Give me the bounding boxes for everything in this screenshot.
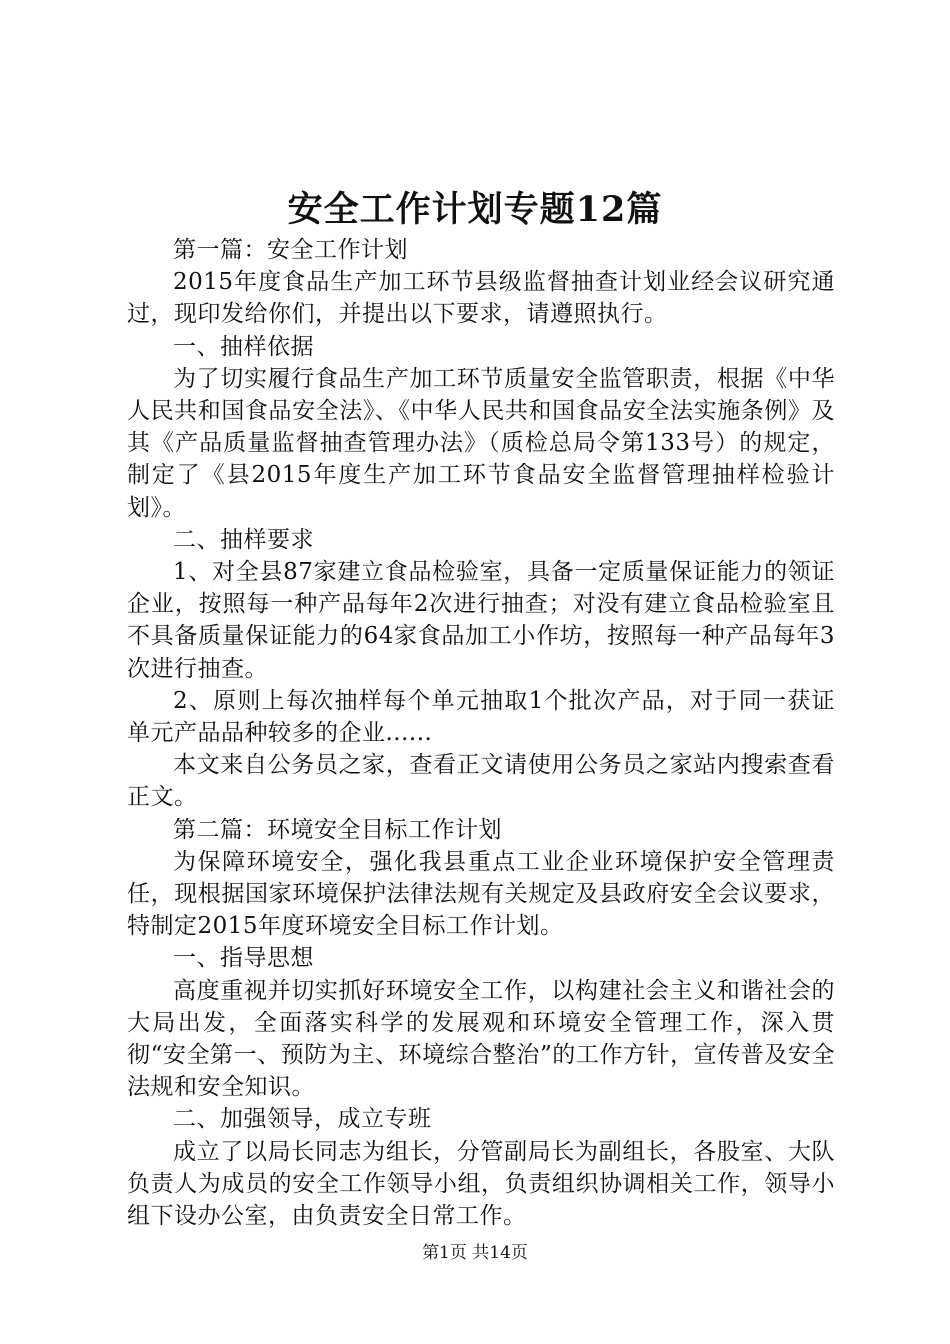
section-heading-2: 第二篇：环境安全目标工作计划 [173,816,502,843]
document-title: 安全工作计划专题12篇 [287,189,663,230]
subheading: 一、抽样依据 [173,333,314,360]
subheading: 一、指导思想 [173,945,314,972]
document-body [127,234,835,1232]
paragraph: 2、原则上每次抽样每个单元抽取1个批次产品，对于同一获证单元产品品种较多的企业...... [127,687,835,747]
section-heading-1: 第一篇：安全工作计划 [173,237,408,263]
subheading: 二、加强领导，成立专班 [173,1106,432,1133]
source-note: 本文来自公务员之家，查看正文请使用公务员之家站内搜索查看正文。 [127,752,835,811]
paragraph: 高度重视并切实抓好环境安全工作，以构建社会主义和谐社会的大局出发，全面落实科学的发展观和环境安全管理工作，深入贯彻“安全第一、预防为主、环境综合整治”的工作方针，宣传普及安全法规和安全知识。 [127,977,835,1101]
paragraph: 2015年度食品生产加工环节县级监督抽查计划业经会议研究通过，现印发给你们，并提出以下要求，请遵照执行。 [127,269,835,328]
paragraph: 为保障环境安全，强化我县重点工业企业环境保护安全管理责任，现根据国家环境保护法律法规有关规定及县政府安全会议要求，特制定2015年度环境安全目标工作计划。 [127,848,835,940]
subheading: 二、抽样要求 [173,526,314,553]
paragraph: 1、对全县87家建立食品检验室，具备一定质量保证能力的领证企业，按照每一种产品每年2次进行抽查；对没有建立食品检验室且不具备质量保证能力的64家食品加工小作坊，按照每一种产品每年3次进行抽查。 [127,559,835,682]
paragraph: 成立了以局长同志为组长，分管副局长为副组长，各股室、大队负责人为成员的安全工作领导小组，负责组织协调相关工作，领导小组下设办公室，由负责安全日常工作。 [127,1138,835,1230]
paragraph: 为了切实履行食品生产加工环节质量安全监管职责，根据《中华人民共和国食品安全法》、《中华人民共和国食品安全法实施条例》及其《产品质量监督抽查管理办法》（质检总局令第133号）的规定，制定了《县2015年度生产加工环节食品安全监督管理抽样检验计划》。 [127,365,835,521]
page-footer: 第1页 共14页 [422,1243,528,1263]
